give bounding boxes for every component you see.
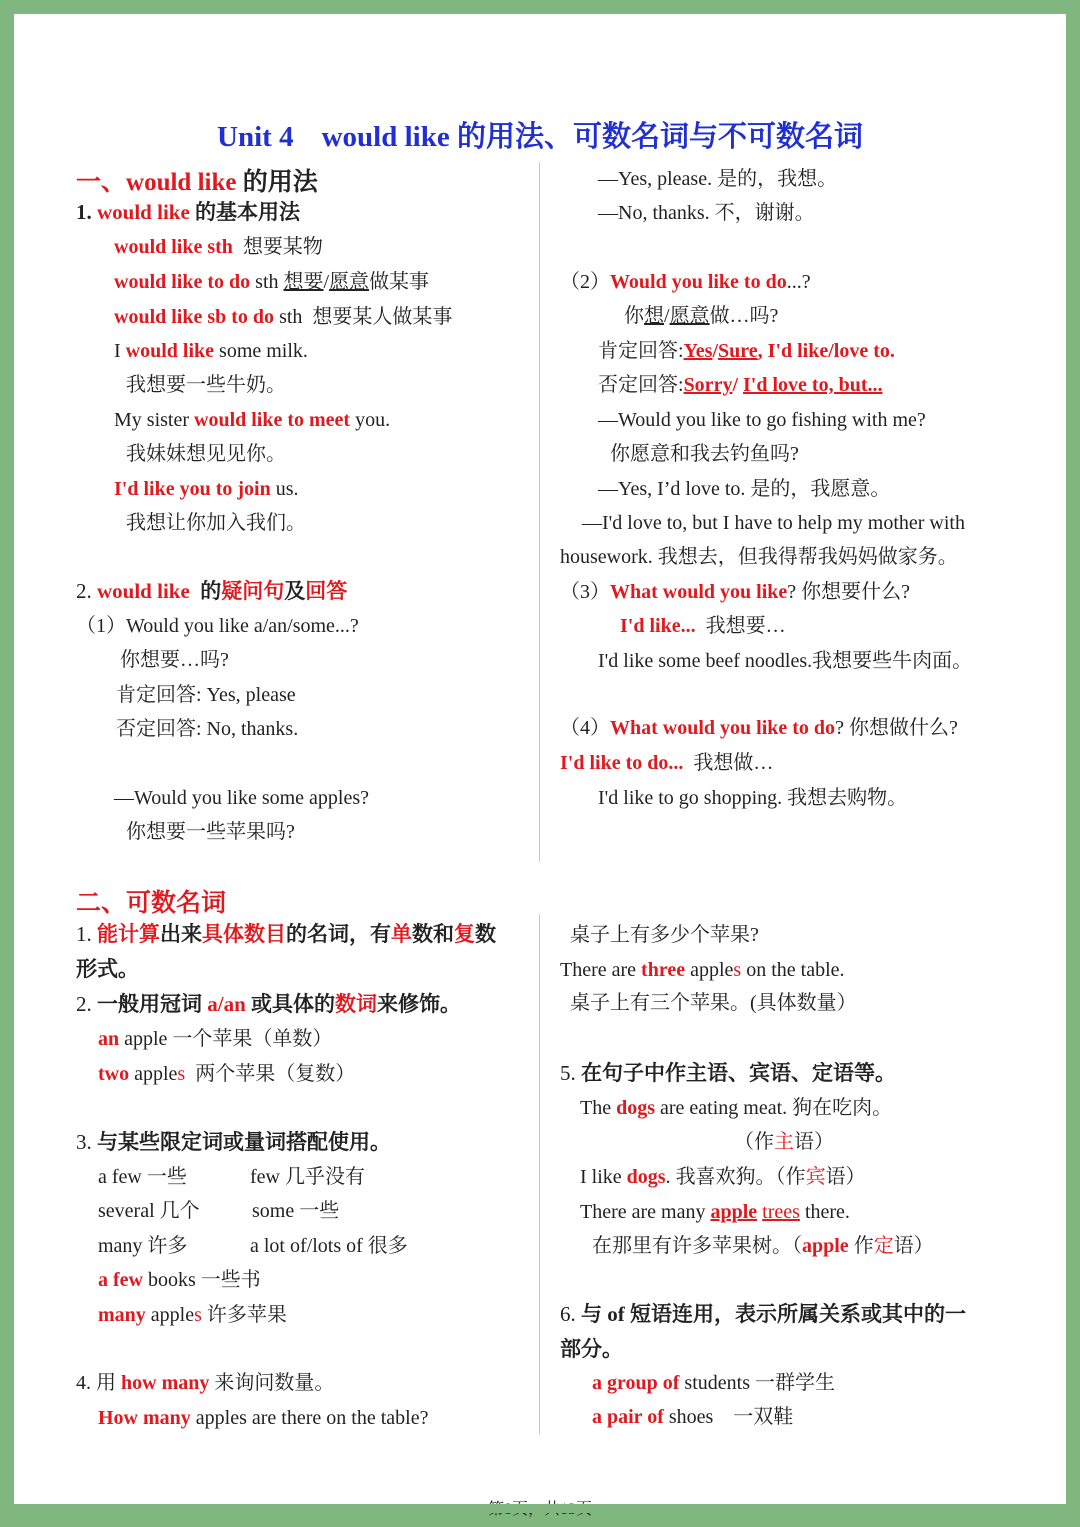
section-2-heading: 二、可数名词: [76, 890, 227, 917]
det-3-left: many 许多: [98, 1235, 188, 1257]
q1: （1）Would you like a/an/some...?: [76, 615, 359, 637]
q1-negative: 否定回答: No, thanks.: [116, 718, 299, 740]
s2-point-1-cont: 形式。: [76, 957, 139, 981]
q4-answer: I'd like to do... 我想做…: [560, 752, 774, 774]
q2-zh: 你想/愿意做…吗?: [624, 305, 779, 327]
s2-point-6-cont: 部分。: [560, 1337, 623, 1361]
s2-example-1: an apple 一个苹果（单数）: [98, 1028, 333, 1050]
q1-example-zh: 你想要一些苹果吗?: [126, 821, 295, 843]
p5-example-3: There are many apple trees there.: [580, 1201, 850, 1223]
p5-example-2: I like dogs. 我喜欢狗。（作宾语）: [580, 1166, 866, 1188]
title-rest: would like 的用法、可数名词与不可数名词: [321, 121, 863, 153]
p5-example-1: The dogs are eating meat. 狗在吃肉。: [580, 1097, 893, 1119]
example-2-zh: 我妹妹想见见你。: [126, 443, 286, 465]
p4-example-2: There are three apples on the table.: [560, 959, 845, 981]
s2-point-3: 3. 与某些限定词或量词搭配使用。: [76, 1130, 391, 1154]
s2-point-4-example: How many apples are there on the table?: [98, 1407, 429, 1429]
column-divider-2: [539, 914, 540, 1434]
title-unit: Unit 4: [217, 121, 294, 153]
point-1-heading: 1. would like 的基本用法: [76, 200, 301, 224]
q2-example: —Would you like to go fishing with me?: [598, 409, 926, 431]
example-3-zh: 我想让你加入我们。: [126, 512, 306, 534]
q2-negative: 否定回答:Sorry/ I'd love to, but...: [598, 374, 883, 396]
p6-example-2: a pair of shoes 一双鞋: [592, 1406, 794, 1428]
p4-example-2-zh: 桌子上有三个苹果。(具体数量）: [570, 992, 857, 1014]
q3: （3）What would you like? 你想要什么?: [560, 581, 911, 603]
form-3: would like sb to do sth 想要某人做某事: [114, 306, 453, 328]
example-2: My sister would like to meet you.: [114, 409, 391, 431]
s2-point-5: 5. 在句子中作主语、宾语、定语等。: [560, 1061, 896, 1085]
det-1-right: few 几乎没有: [250, 1166, 365, 1188]
det-1-left: a few 一些: [98, 1166, 187, 1188]
example-1-zh: 我想要一些牛奶。: [126, 374, 286, 396]
s2-example-3: a few books 一些书: [98, 1269, 261, 1291]
column-divider-1: [539, 162, 540, 862]
s2-point-1: 1. 能计算出来具体数目的名词，有单数和复数: [76, 922, 496, 946]
p6-example-1: a group of students 一群学生: [592, 1372, 835, 1394]
s2-point-4: 4. 用 how many 来询问数量。: [76, 1372, 335, 1394]
example-1: I would like some milk.: [114, 340, 308, 362]
q2-positive: 肯定回答:Yes/Sure, I'd like/love to.: [598, 340, 895, 362]
q2-example-zh: 你愿意和我去钓鱼吗?: [610, 443, 799, 465]
reply-1: —Yes, please. 是的，我想。: [598, 168, 838, 190]
q2-reply-1: —Yes, I’d love to. 是的，我愿意。: [598, 478, 891, 500]
q1-zh: 你想要…吗?: [120, 649, 229, 671]
q1-positive: 肯定回答: Yes, please: [116, 684, 296, 706]
form-2: would like to do sth 想要/愿意做某事: [114, 271, 430, 293]
reply-2: —No, thanks. 不，谢谢。: [598, 202, 815, 224]
q3-answer: I'd like... 我想要…: [620, 615, 786, 637]
point-2-heading: 2. would like 的疑问句及回答: [76, 579, 348, 603]
q3-example: I'd like some beef noodles.我想要些牛肉面。: [598, 650, 973, 672]
bottom-border: [14, 1504, 1066, 1513]
example-3: I'd like you to join us.: [114, 478, 299, 500]
page-title: [14, 114, 1066, 155]
q2-reply-2b: housework. 我想去，但我得帮我妈妈做家务。: [560, 546, 958, 568]
p4-example-zh: 桌子上有多少个苹果?: [570, 924, 759, 946]
p5-example-1-role: （作主语）: [734, 1131, 834, 1153]
form-1: would like sth 想要某物: [114, 236, 323, 258]
document-page: [14, 14, 1066, 1513]
section-1-heading: 一、would like 的用法: [76, 169, 318, 196]
det-2-left: several 几个: [98, 1200, 200, 1222]
q2-reply-2a: —I'd love to, but I have to help my mother with: [582, 512, 965, 534]
s2-point-6: 6. 与 of 短语连用，表示所属关系或其中的一: [560, 1302, 966, 1326]
q4: （4）What would you like to do? 你想做什么?: [560, 717, 958, 739]
q4-example: I'd like to go shopping. 我想去购物。: [598, 787, 908, 809]
q1-example: —Would you like some apples?: [114, 787, 370, 809]
s2-example-4: many apples 许多苹果: [98, 1304, 287, 1326]
q2: （2）Would you like to do...?: [560, 271, 811, 293]
s2-example-2: two apples 两个苹果（复数）: [98, 1063, 356, 1085]
det-2-right: some 一些: [252, 1200, 340, 1222]
s2-point-2: 2. 一般用冠词 a/an 或具体的数词来修饰。: [76, 992, 462, 1016]
det-3-right: a lot of/lots of 很多: [250, 1235, 408, 1257]
p5-example-3-zh: 在那里有许多苹果树。（apple 作定语）: [592, 1235, 934, 1257]
